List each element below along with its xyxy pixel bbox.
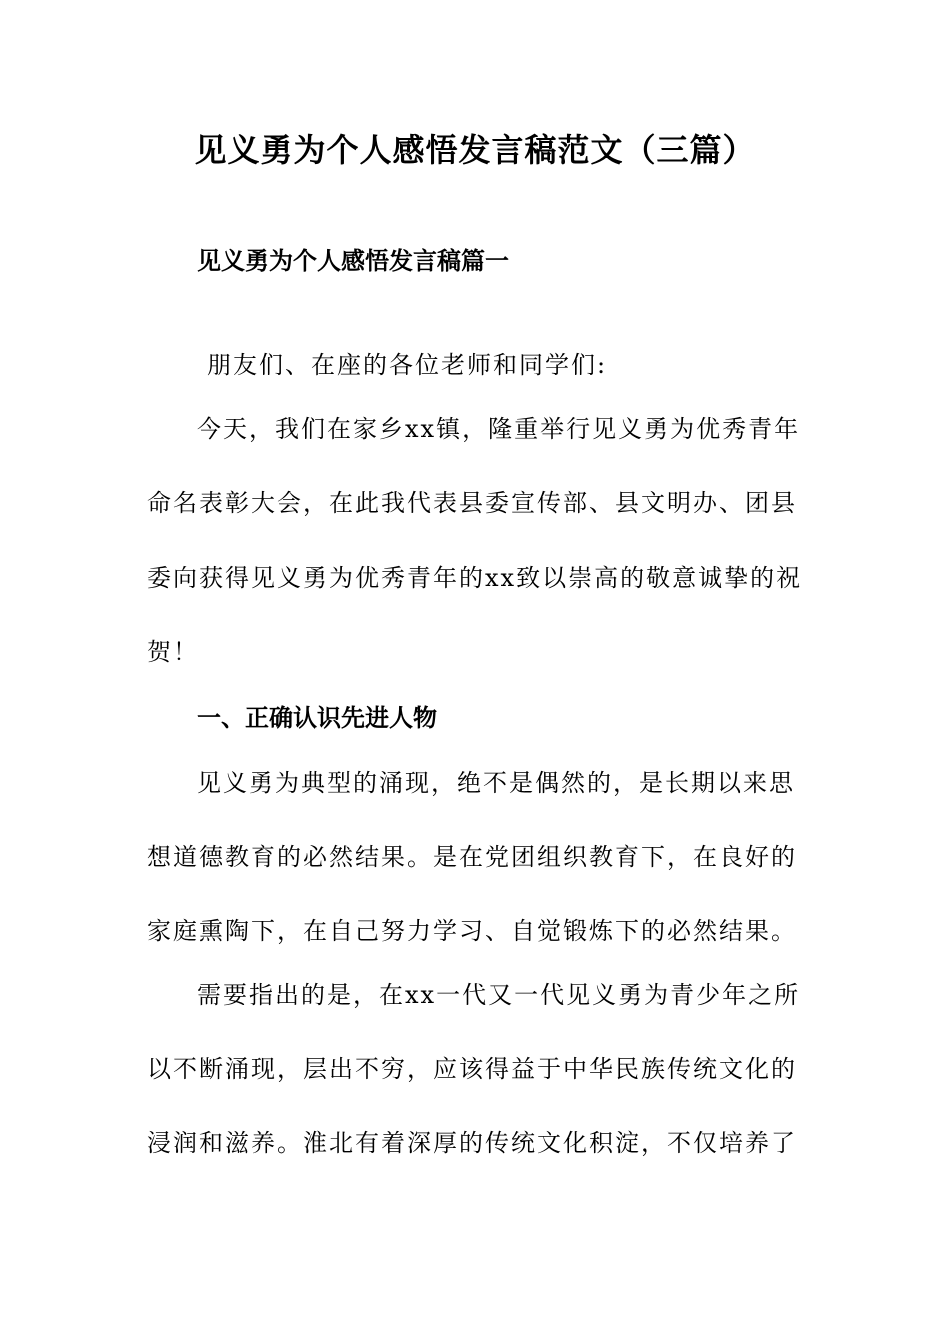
paragraph-line: 需要指出的是，在xx一代又一代见义勇为青少年之所: [197, 981, 801, 1009]
paragraph-line: 命名表彰大会，在此我代表县委宣传部、县文明办、团县: [147, 489, 797, 517]
paragraph-line: 家庭熏陶下，在自己努力学习、自觉锻炼下的必然结果。: [147, 917, 797, 945]
paragraph-line: 贺！: [147, 638, 199, 666]
paragraph-line: 今天，我们在家乡xx镇，隆重举行见义勇为优秀青年: [197, 415, 801, 443]
salutation: 朋友们、在座的各位老师和同学们:: [207, 351, 608, 379]
paragraph-line: 委向获得见义勇为优秀青年的xx致以崇高的敬意诚挚的祝: [147, 564, 803, 592]
document-title: 见义勇为个人感悟发言稿范文（三篇）: [194, 131, 756, 169]
paragraph-line: 浸润和滋养。淮北有着深厚的传统文化积淀，不仅培养了: [147, 1129, 797, 1157]
paragraph-line: 以不断涌现，层出不穷，应该得益于中华民族传统文化的: [147, 1055, 797, 1083]
section-subtitle: 见义勇为个人感悟发言稿篇一: [197, 246, 509, 275]
paragraph-line: 想道德教育的必然结果。是在党团组织教育下，在良好的: [147, 843, 797, 871]
paragraph-line: 见义勇为典型的涌现，绝不是偶然的，是长期以来思: [197, 769, 795, 797]
section-heading: 一、正确认识先进人物: [197, 703, 437, 732]
